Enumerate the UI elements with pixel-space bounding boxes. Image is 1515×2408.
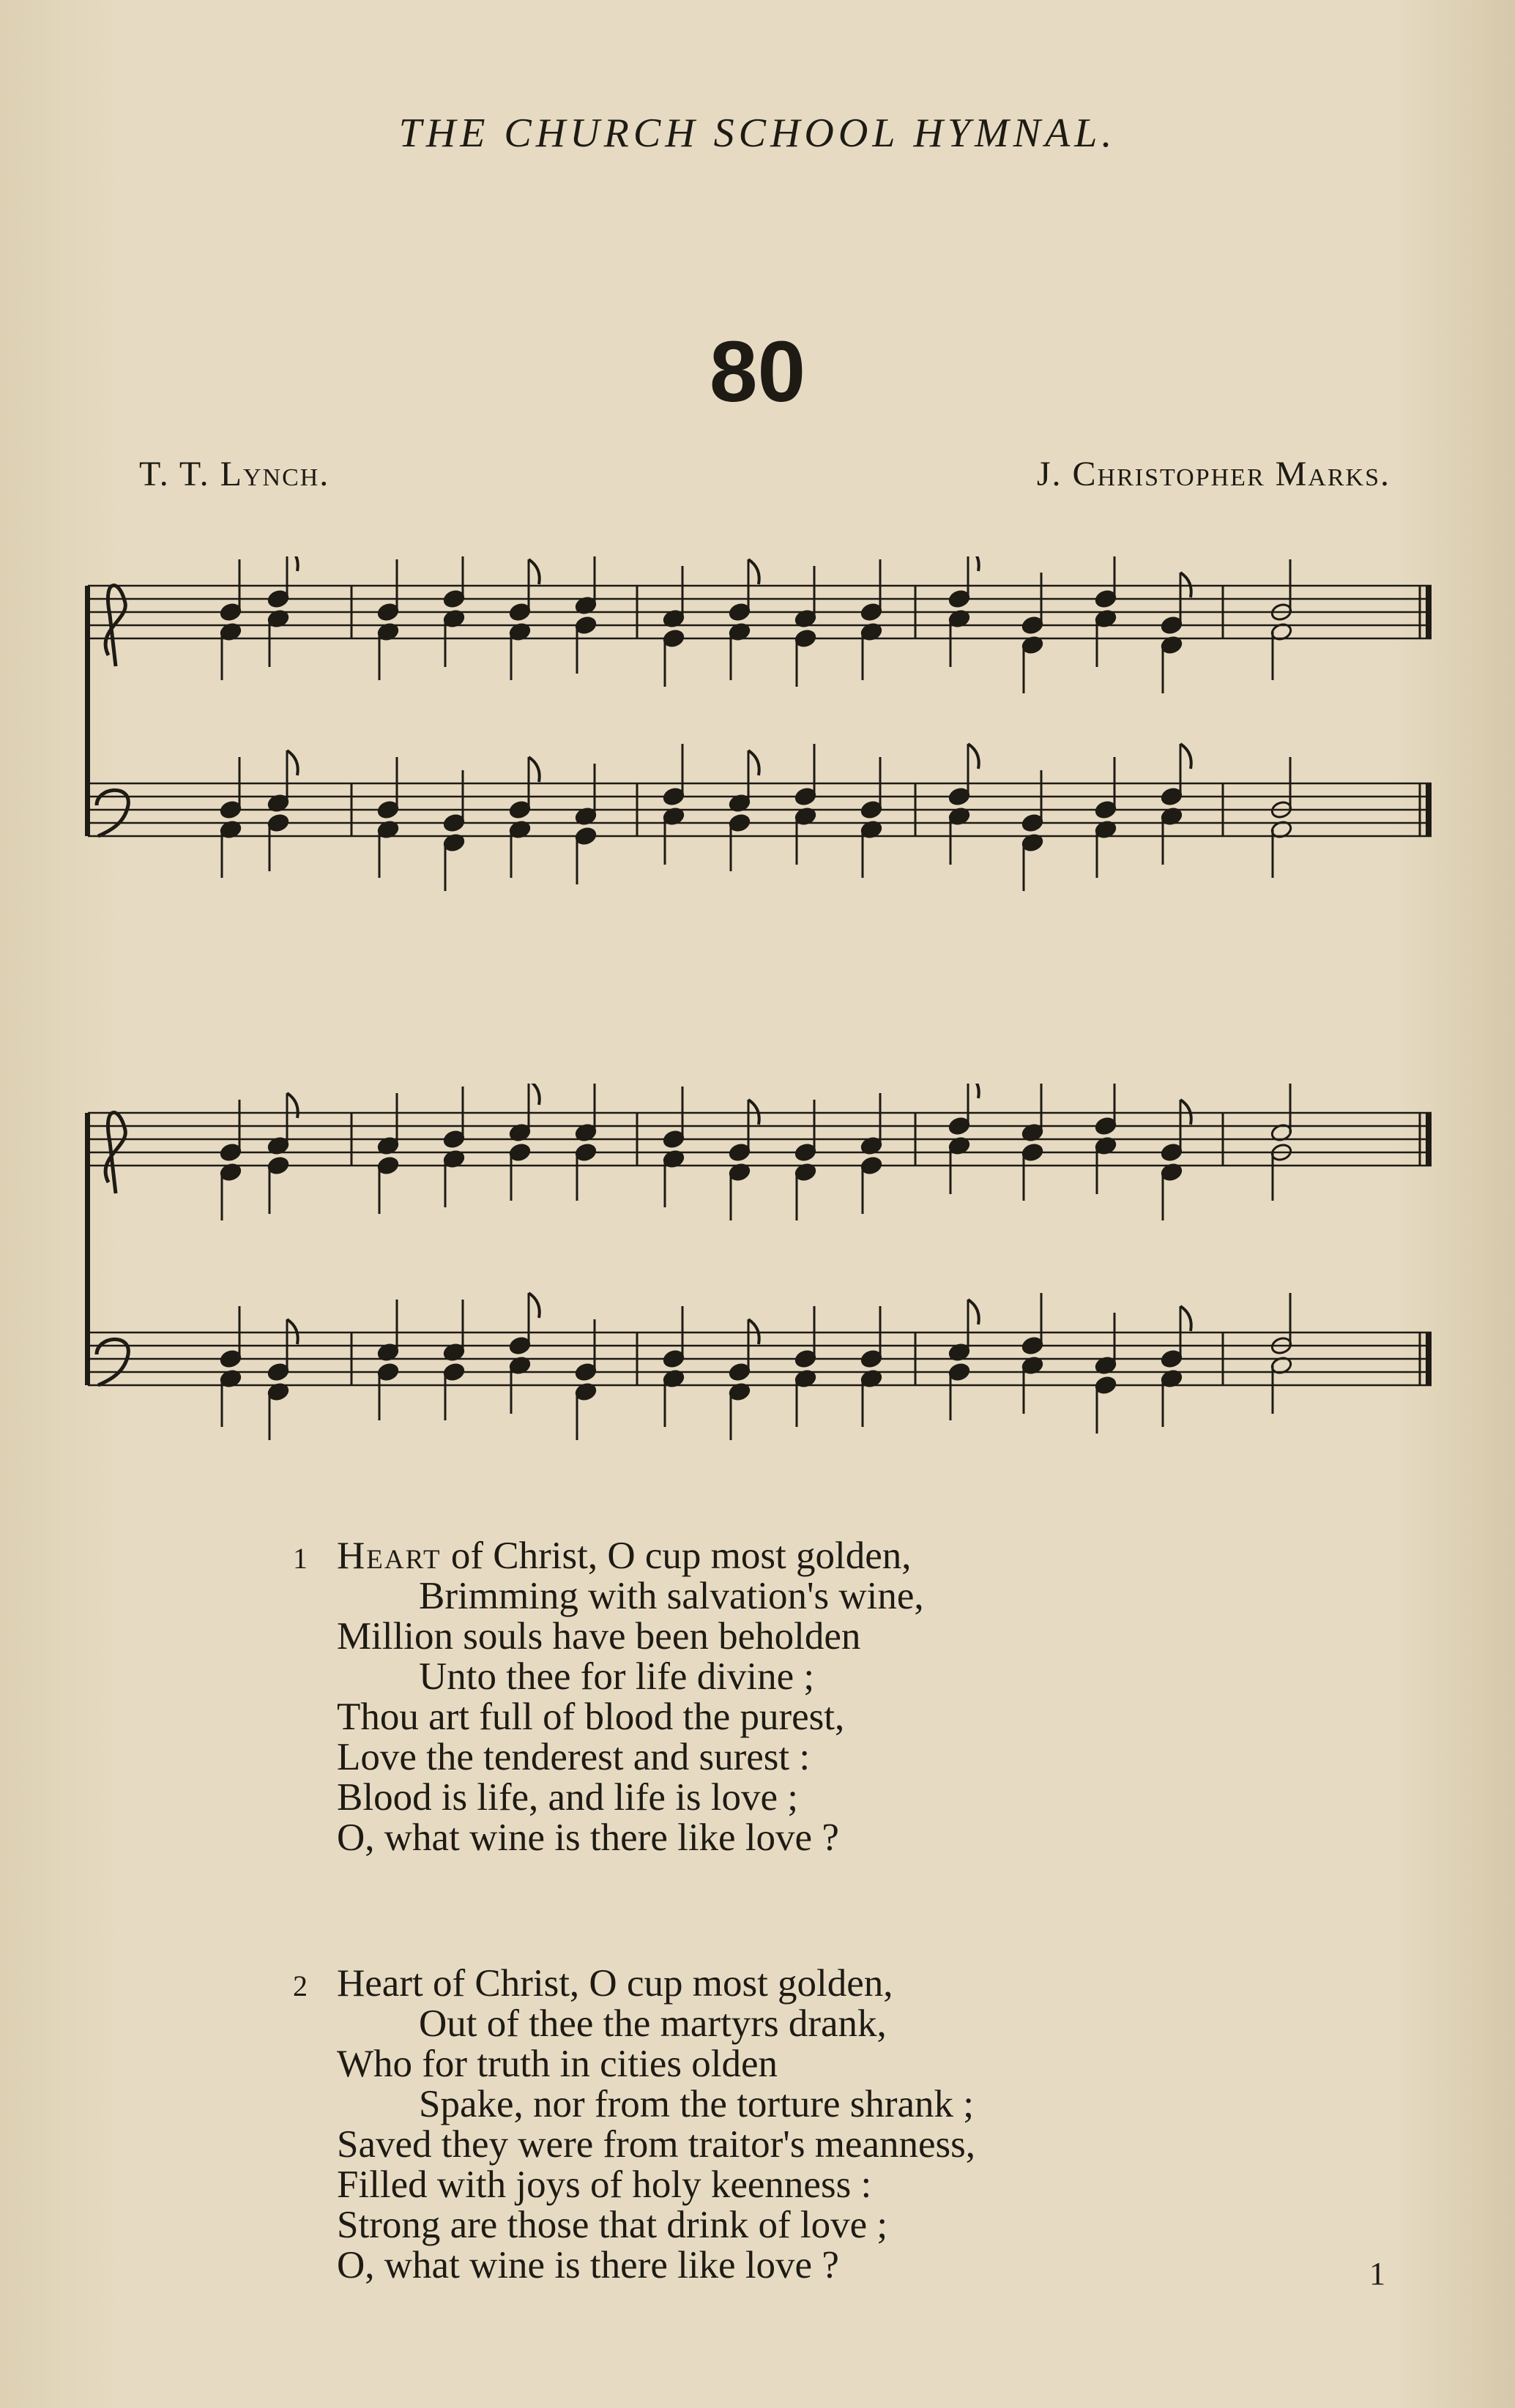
final-barline <box>1426 783 1432 836</box>
music-score-system-1 <box>81 556 1443 901</box>
system-brace-line <box>85 1113 90 1385</box>
note-flag <box>287 1093 298 1118</box>
note-flag <box>1180 744 1191 769</box>
bass-staff <box>88 783 1432 836</box>
note-flag <box>287 750 298 775</box>
verse-1 <box>293 1535 924 1859</box>
verse-first-word: Heart <box>337 1535 442 1577</box>
composer-credit: J. Christopher Marks. <box>1036 455 1391 493</box>
verse-line: Million souls have been beholden <box>337 1615 861 1658</box>
verse-line: Brimming with salvation's wine, <box>419 1575 924 1617</box>
verse-first-word: Heart <box>337 1962 423 2005</box>
note-flag <box>529 1293 540 1318</box>
verse-line: O, what wine is there like love ? <box>337 2244 839 2286</box>
note-flag <box>968 1300 979 1324</box>
hymn-number: 80 <box>709 324 806 420</box>
verse-line: Saved they were from traitor's meanness, <box>337 2123 975 2166</box>
note-flag <box>968 744 979 769</box>
note-flag <box>529 757 540 782</box>
final-barline <box>1426 1113 1432 1166</box>
treble-staff <box>88 586 1432 638</box>
verse-line: Unto thee for life divine ; <box>419 1655 815 1698</box>
note-flag <box>529 1084 540 1105</box>
note-flag <box>968 1084 979 1098</box>
author-credit: T. T. Lynch. <box>139 455 330 493</box>
verse-line: Love the tenderest and surest : <box>337 1736 811 1778</box>
verse-first-line: 1 Heart of Christ, O cup most golden, <box>293 1535 912 1577</box>
verse-line: Who for truth in cities olden <box>337 2043 778 2085</box>
final-barline <box>1426 586 1432 638</box>
verse-line: Filled with joys of holy keenness : <box>337 2163 872 2206</box>
final-barline <box>1426 1332 1432 1385</box>
music-score-system-2 <box>81 1084 1443 1464</box>
running-title: THE CHURCH SCHOOL HYMNAL. <box>398 111 1117 156</box>
system-brace-line <box>85 586 90 836</box>
verse-first-line: 2 Heart of Christ, O cup most golden, <box>293 1962 893 2005</box>
verse-line: Thou art full of blood the purest, <box>337 1696 845 1738</box>
verse-line: O, what wine is there like love ? <box>337 1816 839 1859</box>
note-flag <box>968 556 979 571</box>
note-flag <box>748 750 759 775</box>
page-number: 1 <box>1369 2256 1385 2292</box>
verse-number: 2 <box>293 1969 308 2002</box>
verse-line: Spake, nor from the torture shrank ; <box>419 2083 974 2125</box>
verse-2 <box>293 1962 975 2286</box>
verse-line: Out of thee the martyrs drank, <box>419 2002 887 2045</box>
verse-line: Blood is life, and life is love ; <box>337 1776 799 1819</box>
verse-line: Strong are those that drink of love ; <box>337 2204 888 2246</box>
note-flag <box>529 559 540 584</box>
note-flag <box>1180 1306 1191 1331</box>
note-flag <box>287 556 298 571</box>
verse-number: 1 <box>293 1542 308 1575</box>
note-flag <box>748 559 759 584</box>
